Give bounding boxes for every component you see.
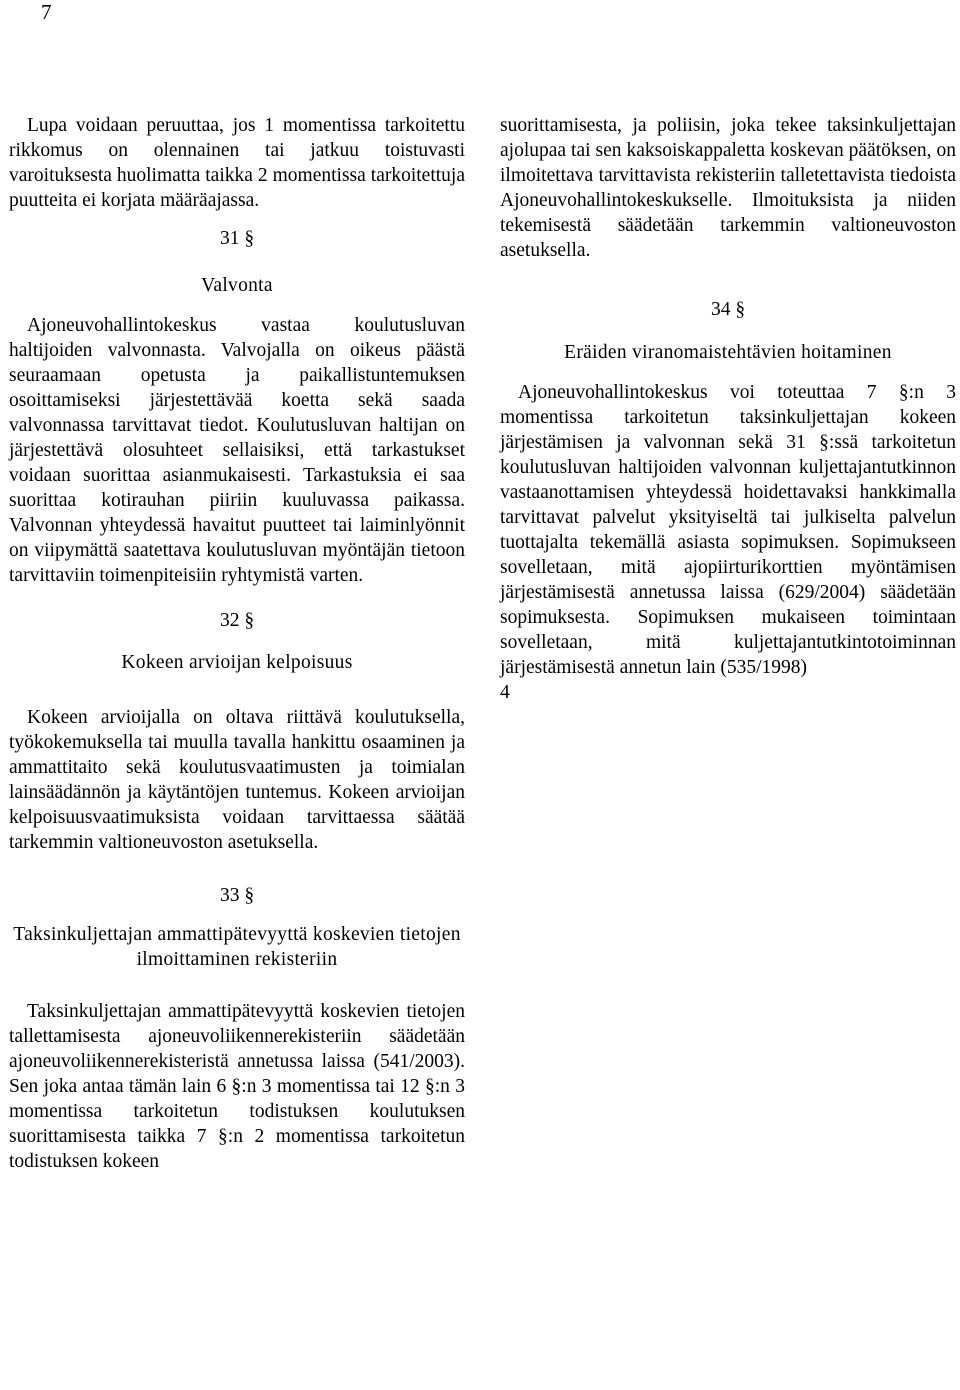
section-31-body: Ajoneuvohallintokeskus vastaa koulutusluvan haltijoiden valvonnasta. Valvojalla on oikeus päästä seuraamaan opetusta ja paikallistuntemuksen osoittamiseksi järjestettävää koetta sekä saada valvonnassa tarvittavat tiedot. Koulutusluvan haltijan on järjestettävä olosuhteet sellaisiksi, että tarkastukset voidaan suorittaa asianmukaisesti. Tarkastuksia ei saa suorittaa kotirauhan piiriin kuuluvassa paikassa. Valvonnan yhteydessä havaitut puutteet tai laiminlyönnit on viipymättä saatettava koulutusluvan myöntäjän tietoon tarvittaviin toimenpiteisiin ryhtymistä varten.	[9, 315, 465, 586]
section-31-title: Valvonta	[201, 275, 273, 296]
section-33-body: Taksinkuljettajan ammattipätevyyttä koskevien tietojen tallettamisesta ajoneuvoliikennerekisteriin säädetään ajoneuvoliikennerekisteristä annetussa laissa (541/2003). Sen joka antaa tämän lain 6 §:n 3 momentissa tai 12 §:n 3 momentissa tarkoitetun todistuksen koulutuksen suorittamisesta taikka 7 §:n 2 momentissa tarkoitetun todistuksen kokeen	[9, 1001, 465, 1172]
section-31-number: 31 §	[219, 228, 255, 249]
section-34-number: 34 §	[710, 299, 746, 320]
right-column	[500, 113, 956, 705]
section-32-title: Kokeen arvioijan kelpoisuus	[121, 652, 353, 673]
section-32-body: Kokeen arvioijalla on oltava riittävä koulutuksella, työkokemuksella tai muulla tavalla hankittu osaaminen ja ammattitaito sekä koulutusvaatimusten ja toimialan lainsäädännön ja käytäntöjen tuntemus. Kokeen arvioijan kelpoisuusvaatimuksista voidaan tarvittaessa säätää tarkemmin valtioneuvoston asetuksella.	[9, 707, 465, 853]
section-34-body: Ajoneuvohallintokeskus voi toteuttaa 7 §:n 3 momentissa tarkoitetun taksinkuljettajan kokeen järjestämisen ja valvonnan sekä 31 §:ssä tarkoitetun koulutusluvan haltijoiden valvonnan kuljettajantutkinnon vastaanottamisen yhteydessä hoidettavaksi hankkimalla tarvittavat palvelut yksityiseltä tai julkiselta palvelun tuottajalta tekemällä asiasta sopimuksen. Sopimukseen sovelletaan, mitä ajopiirturikorttien myöntämisen järjestämisestä annetussa laissa (629/2004) säädetään sopimuksesta. Sopimuksen mukaiseen toimintaan sovelletaan, mitä kuljettajantutkintotoiminnan järjestämisestä annetun lain (535/1998)	[500, 382, 956, 678]
section-33-body-continued: suorittamisesta, ja poliisin, joka tekee taksinkuljettajan ajolupaa tai sen kaksoiskappaletta koskevan päätöksen, on ilmoitettava tarvittavista rekisteriin talletettavista tiedoista Ajoneuvohallintokeskukselle. Ilmoituksista ja niiden tekemisestä säädetään tarkemmin valtioneuvoston asetuksella.	[500, 115, 956, 261]
section-33-title: Taksinkuljettajan ammattipätevyyttä koskevien tietojen ilmoittaminen rekisteriin	[13, 924, 461, 970]
section-33-number: 33 §	[219, 885, 255, 906]
section-32-number: 32 §	[219, 610, 255, 631]
section-34-trailing-number: 4	[500, 682, 510, 703]
intro-paragraph: Lupa voidaan peruuttaa, jos 1 momentissa tarkoitettu rikkomus on olennainen tai jatkuu toistuvasti varoituksesta huolimatta taikka 2 momentissa tarkoitettuja puutteita ei korjata määräajassa.	[9, 115, 465, 211]
left-column	[9, 113, 465, 1174]
section-34-title: Eräiden viranomaistehtävien hoitaminen	[564, 342, 892, 363]
page-number: 7	[41, 0, 52, 24]
